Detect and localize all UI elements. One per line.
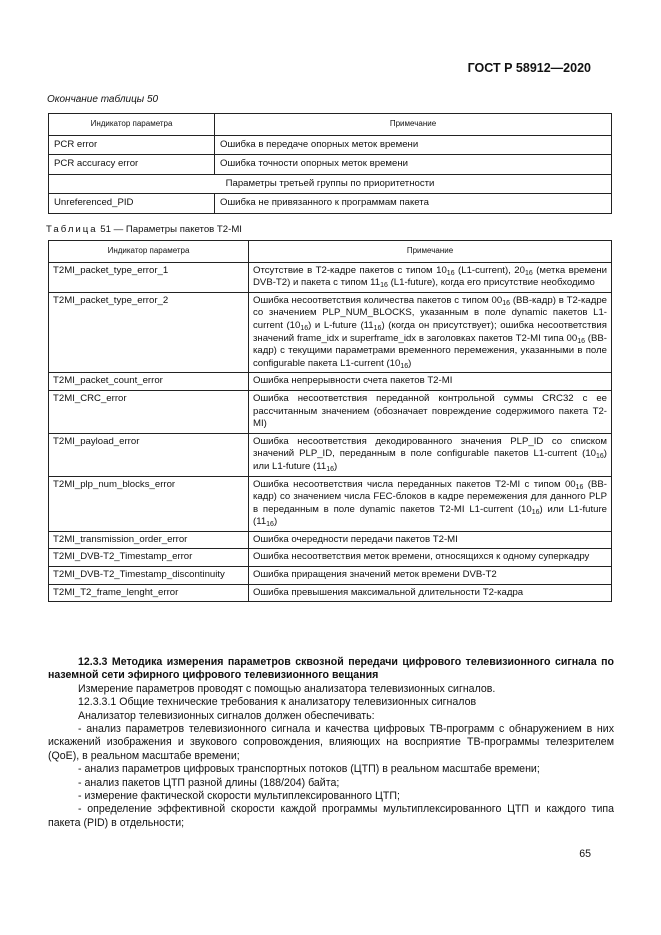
note-cell: Ошибка несоответствия меток времени, относящихся к одному суперкадру	[249, 549, 612, 567]
param-cell: T2MI_DVB-T2_Timestamp_error	[49, 549, 249, 567]
list-item: - анализ параметров телевизионного сигнала и качества цифровых ТВ-программ с обнаружением в них искажений изображения и звукового сопровождения, влияющих на восприятие ТВ-программы телезрителем (QoE), в реальном масштабе времени;	[48, 723, 614, 762]
table-row	[49, 155, 612, 175]
table-row	[49, 292, 612, 373]
requirements-list	[48, 723, 614, 830]
table-row	[49, 194, 612, 214]
param-cell: PCR error	[49, 135, 215, 155]
paragraph: Измерение параметров проводят с помощью анализатора телевизионных сигналов.	[78, 682, 496, 695]
table-row	[49, 262, 612, 292]
note-cell: Ошибка не привязанного к программам пакета	[215, 194, 612, 214]
list-item: - анализ пакетов ЦТП разной длины (188/204) байта;	[78, 776, 340, 789]
note-cell: Ошибка несоответствия переданной контрольной суммы CRC32 с ее рассчитанным значением (обозначает повреждение содержимого пакета T2-MI)	[249, 390, 612, 433]
column-header-indicator: Индикатор параметра	[49, 114, 215, 136]
body-text	[48, 656, 614, 830]
table-row	[49, 567, 612, 585]
table51-caption-title: 51 — Параметры пакетов T2-MI	[97, 224, 242, 235]
note-cell: Ошибка несоответствия количества пакетов с типом $00_{16}$ (BB-кадр) в T2-кадре со значением PLP_NUM_BLOCKS, указанным в поле dynamic пакетов L1-current $(10_{16})$ и L-future $(11_{16})$ (когда он присутствует); ошибка несоответствия значений frame_idx и superframe_idx в заголовках пакетов T2-MI типа $00_{16}$ (BB-кадр) с текущими параметрами временного перемежения, указанными в поле configurable пакета L1-current $(10_{16})$	[249, 292, 612, 373]
list-item: - анализ параметров цифровых транспортных потоков (ЦТП) в реальном масштабе времени;	[78, 763, 540, 776]
section-heading: 12.3.3 Методика измерения параметров сквозной передачи цифрового телевизионного сигнала по наземной сети эфирного цифрового телевизионного вещания	[48, 656, 614, 682]
note-cell: Ошибка непрерывности счета пакетов T2-MI	[249, 373, 612, 391]
param-cell: T2MI_packet_type_error_2	[49, 292, 249, 373]
table51-caption	[46, 224, 242, 235]
note-cell: Ошибка несоответствия декодированного значения PLP_ID со списком значений PLP_ID, переданным в поле configurable пакетов L1-current $(10_{16})$ или L1-future $(11_{16})$	[249, 433, 612, 476]
page-number: 65	[579, 848, 591, 860]
list-item: - определение эффективной скорости каждой программы мультиплексированного ЦТП и каждого типа пакета (PID) в отдельности;	[48, 803, 614, 829]
table-50	[48, 113, 612, 214]
table-row	[49, 390, 612, 433]
note-cell: Ошибка превышения максимальной длительности T2-кадра	[249, 584, 612, 602]
paragraph: 12.3.3.1 Общие технические требования к анализатору телевизионных сигналов	[78, 696, 477, 709]
column-header-indicator: Индикатор параметра	[49, 241, 249, 263]
table-row	[49, 135, 612, 155]
note-cell: Ошибка очередности передачи пакетов T2-MI	[249, 531, 612, 549]
param-cell: T2MI_plp_num_blocks_error	[49, 476, 249, 531]
standard-number: ГОСТ Р 58912—2020	[467, 61, 591, 75]
table50-caption: Окончание таблицы 50	[47, 94, 159, 105]
table51-caption-prefix: Таблица	[46, 224, 98, 235]
column-header-note: Примечание	[215, 114, 612, 136]
paragraph: Анализатор телевизионных сигналов должен обеспечивать:	[78, 709, 375, 722]
note-cell: Ошибка приращения значений меток времени DVB-T2	[249, 567, 612, 585]
column-header-note: Примечание	[249, 241, 612, 263]
param-cell: T2MI_T2_frame_lenght_error	[49, 584, 249, 602]
list-item: - измерение фактической скорости мультиплексированного ЦТП;	[78, 790, 400, 803]
table-row	[49, 476, 612, 531]
param-cell: T2MI_payload_error	[49, 433, 249, 476]
param-cell: Unreferenced_PID	[49, 194, 215, 214]
param-cell: PCR accuracy error	[49, 155, 215, 175]
table-51	[48, 240, 612, 602]
table-header-row	[49, 114, 612, 136]
note-cell: Ошибка в передаче опорных меток времени	[215, 135, 612, 155]
param-cell: T2MI_packet_type_error_1	[49, 262, 249, 292]
table-row	[49, 549, 612, 567]
group-heading-cell: Параметры третьей группы по приоритетности	[49, 174, 612, 194]
table-row	[49, 531, 612, 549]
table-row	[49, 433, 612, 476]
note-cell: Отсутствие в T2-кадре пакетов с типом $10_{16}$ (L1-current), $20_{16}$ (метка времени DVB-T2) и пакета с типом $11_{16}$ (L1-future), когда его присутствие необходимо	[249, 262, 612, 292]
group-row	[49, 174, 612, 194]
param-cell: T2MI_DVB-T2_Timestamp_discontinuity	[49, 567, 249, 585]
param-cell: T2MI_packet_count_error	[49, 373, 249, 391]
note-cell: Ошибка точности опорных меток времени	[215, 155, 612, 175]
table-row	[49, 584, 612, 602]
param-cell: T2MI_CRC_error	[49, 390, 249, 433]
table-row	[49, 373, 612, 391]
table-header-row	[49, 241, 612, 263]
param-cell: T2MI_transmission_order_error	[49, 531, 249, 549]
note-cell: Ошибка несоответствия числа переданных пакетов T2-MI с типом $00_{16}$ (BB-кадр) со значением числа FEC-блоков в кадре перемежения для данного PLP в переданным в поле dynamic пакетов T2-MI L1-current $(10_{16})$ или L1-future $(11_{16})$	[249, 476, 612, 531]
